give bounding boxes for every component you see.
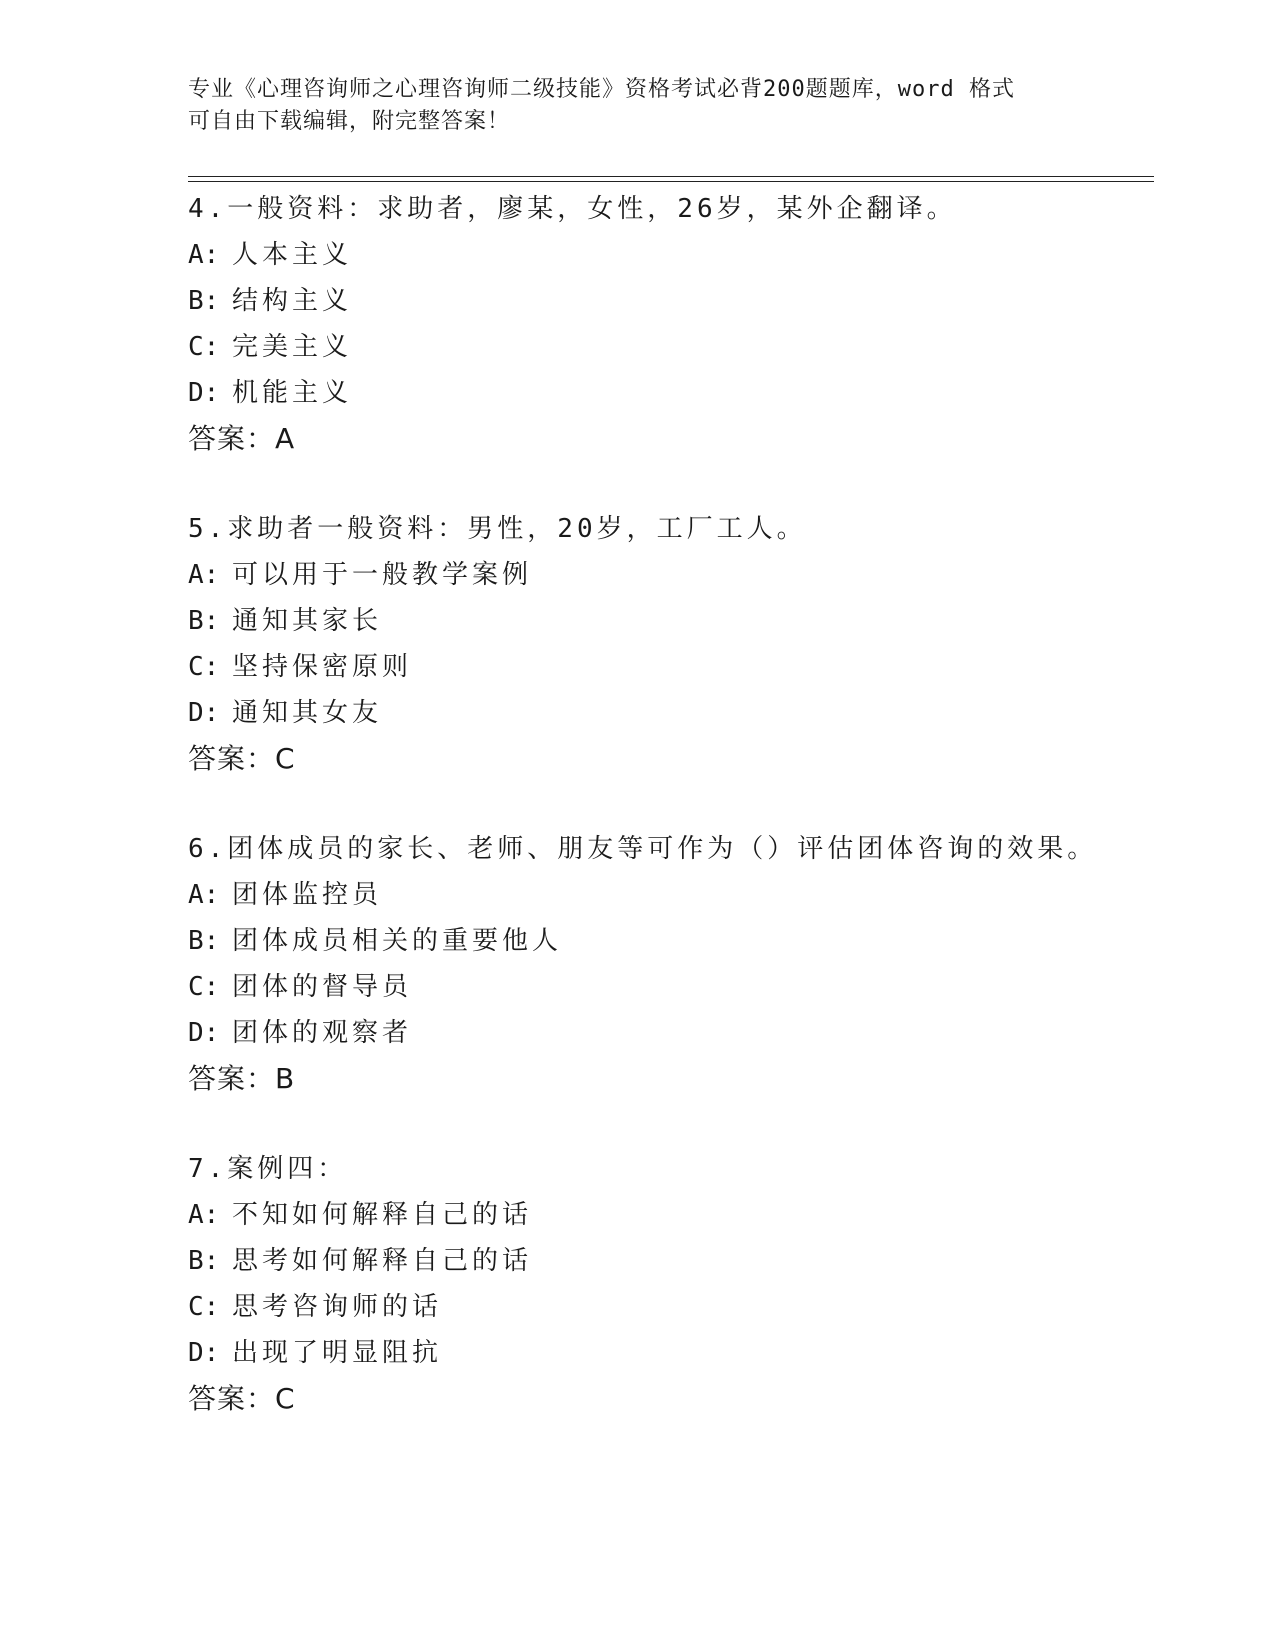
option-a (188, 232, 1148, 278)
option-text: 思考如何解释自己的话 (232, 1246, 533, 1276)
question-block (188, 1146, 1148, 1422)
option-key: B: (188, 1246, 220, 1276)
option-b (188, 918, 1148, 964)
option-d (188, 690, 1148, 736)
option-b (188, 1238, 1148, 1284)
header-line-1: 专业《心理咨询师之心理咨询师二级技能》资格考试必背200题题库，word 格式 (188, 77, 1015, 102)
option-text: 人本主义 (232, 240, 353, 270)
option-text: 通知其家长 (232, 606, 383, 636)
option-text: 团体的督导员 (232, 972, 413, 1002)
option-key: D: (188, 378, 220, 408)
option-key: A: (188, 240, 220, 270)
option-a (188, 552, 1148, 598)
option-text: 出现了明显阻抗 (232, 1338, 443, 1368)
option-key: D: (188, 1338, 220, 1368)
option-b (188, 278, 1148, 324)
option-key: A: (188, 880, 220, 910)
option-text: 完美主义 (232, 332, 353, 362)
option-c (188, 644, 1148, 690)
question-block (188, 506, 1148, 782)
answer-line: 答案：C (188, 742, 296, 775)
option-a (188, 872, 1148, 918)
option-key: C: (188, 652, 220, 682)
header-divider-bottom (188, 181, 1154, 182)
answer-line: 答案：A (188, 422, 296, 455)
option-text: 团体成员相关的重要他人 (232, 926, 563, 956)
question-stem: 6.团体成员的家长、老师、朋友等可作为（）评估团体咨询的效果。 (188, 834, 1098, 864)
option-text: 可以用于一般教学案例 (232, 560, 533, 590)
question-stem: 7.案例四： (188, 1154, 348, 1184)
document-header (188, 74, 1088, 138)
option-d (188, 1010, 1148, 1056)
option-key: A: (188, 560, 220, 590)
question-stem: 5.求助者一般资料：男性，20岁，工厂工人。 (188, 514, 807, 544)
option-a (188, 1192, 1148, 1238)
option-key: B: (188, 606, 220, 636)
option-c (188, 324, 1148, 370)
option-d (188, 1330, 1148, 1376)
option-key: C: (188, 332, 220, 362)
option-key: C: (188, 1292, 220, 1322)
option-key: D: (188, 1018, 220, 1048)
question-block (188, 826, 1148, 1102)
option-text: 机能主义 (232, 378, 353, 408)
option-d (188, 370, 1148, 416)
option-c (188, 1284, 1148, 1330)
option-key: C: (188, 972, 220, 1002)
option-key: B: (188, 926, 220, 956)
option-text: 结构主义 (232, 286, 353, 316)
answer-line: 答案：C (188, 1382, 296, 1415)
option-text: 思考咨询师的话 (232, 1292, 443, 1322)
option-key: D: (188, 698, 220, 728)
option-text: 坚持保密原则 (232, 652, 413, 682)
option-b (188, 598, 1148, 644)
question-block (188, 186, 1148, 462)
header-divider-top (188, 176, 1154, 177)
answer-line: 答案：B (188, 1062, 296, 1095)
option-key: A: (188, 1200, 220, 1230)
option-text: 通知其女友 (232, 698, 383, 728)
option-key: B: (188, 286, 220, 316)
header-line-2: 可自由下载编辑，附完整答案！ (188, 109, 511, 134)
option-c (188, 964, 1148, 1010)
option-text: 团体的观察者 (232, 1018, 413, 1048)
option-text: 团体监控员 (232, 880, 383, 910)
option-text: 不知如何解释自己的话 (232, 1200, 533, 1230)
question-stem: 4.一般资料：求助者，廖某，女性，26岁，某外企翻译。 (188, 194, 957, 224)
